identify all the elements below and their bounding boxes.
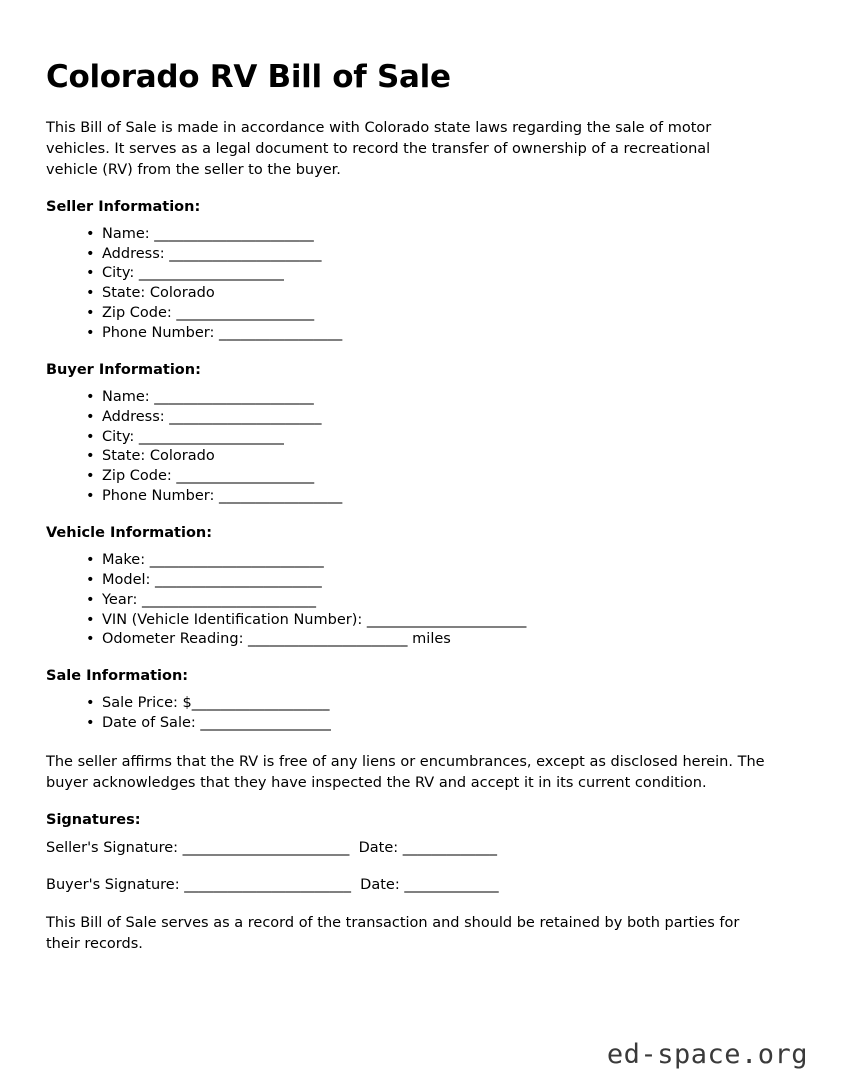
list-item: • Zip Code: ___________________ — [86, 304, 766, 324]
section-heading-seller: Seller Information: — [46, 198, 201, 215]
list-item: • Year: ________________________ — [86, 591, 766, 611]
list-item: • Model: _______________________ — [86, 571, 766, 591]
section-heading-buyer: Buyer Information: — [46, 361, 201, 378]
list-item: • Address: _____________________ — [86, 408, 766, 428]
list-item: • City: ____________________ — [86, 264, 766, 284]
list-item: • Make: ________________________ — [86, 551, 766, 571]
section-heading-signatures: Signatures: — [46, 812, 141, 829]
list-item: • Name: ______________________ — [86, 225, 766, 245]
list-item: • Zip Code: ___________________ — [86, 467, 766, 487]
seller-field-list — [46, 225, 766, 344]
section-heading-vehicle: Vehicle Information: — [46, 525, 213, 541]
list-item: • VIN (Vehicle Identification Number): ______________________ — [86, 611, 766, 631]
vehicle-field-list — [46, 551, 766, 650]
list-item: • Phone Number: _________________ — [86, 324, 766, 344]
buyer-field-list — [46, 388, 766, 507]
list-item: • Sale Price: $___________________ — [86, 694, 766, 714]
buyer-signature-line: Buyer's Signature: _______________________ Date: _____________ — [46, 877, 499, 894]
signature-block — [46, 838, 766, 896]
list-item: • City: ____________________ — [86, 428, 766, 448]
sale-field-list — [46, 694, 766, 734]
watermark: ed-space.org — [606, 1039, 808, 1070]
list-item: • State: Colorado — [86, 447, 766, 467]
section-heading-sale: Sale Information: — [46, 668, 189, 685]
closing-paragraph: This Bill of Sale serves as a record of the transaction and should be retained by both parties for their records. — [46, 914, 740, 952]
page-title: Colorado RV Bill of Sale — [46, 59, 451, 95]
list-item: • Odometer Reading: ______________________ miles — [86, 630, 766, 650]
list-item: • Address: _____________________ — [86, 245, 766, 265]
list-item: • Date of Sale: __________________ — [86, 714, 766, 734]
list-item: • Name: ______________________ — [86, 388, 766, 408]
seller-signature-line: Seller's Signature: _______________________ Date: _____________ — [46, 840, 498, 857]
affirmation-paragraph: The seller affirms that the RV is free of any liens or encumbrances, except as disclosed herein. The buyer acknowledges that they have inspected the RV and accept it in its current condition. — [46, 754, 765, 792]
list-item: • Phone Number: _________________ — [86, 487, 766, 507]
list-item: • State: Colorado — [86, 284, 766, 304]
intro-paragraph: This Bill of Sale is made in accordance with Colorado state laws regarding the sale of motor vehicles. It serves as a legal document to record the transfer of ownership of a recreational vehicle (RV) from the seller to the buyer. — [46, 119, 712, 178]
